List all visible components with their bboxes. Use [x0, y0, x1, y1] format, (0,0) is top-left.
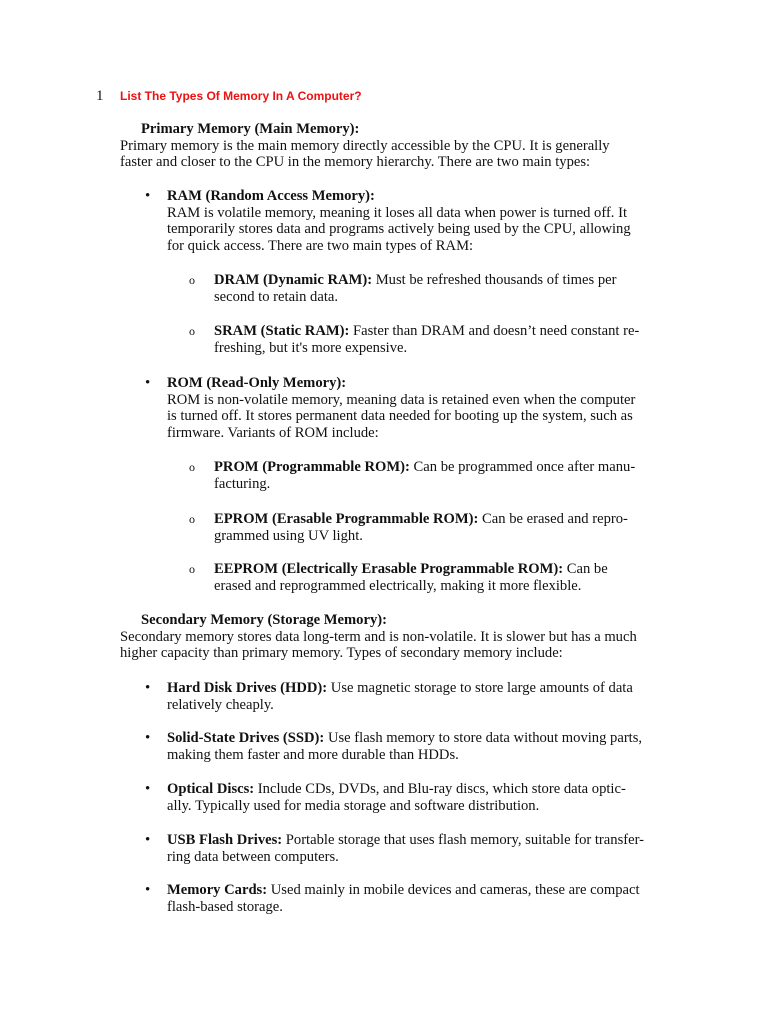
optical-discs-desc-cont: ally. Typically used for media storage and software distribution. — [167, 797, 540, 814]
sram-item — [189, 323, 674, 356]
sub-bullet-marker: o — [189, 324, 195, 338]
ssd-item — [145, 730, 682, 763]
bullet-marker: • — [145, 882, 151, 898]
question-number: 1 — [96, 88, 104, 104]
sub-bullet-marker: o — [189, 273, 195, 287]
memory-cards-item — [145, 882, 682, 915]
secondary-memory-heading: Secondary Memory (Storage Memory): — [141, 612, 387, 628]
secondary-memory-section — [120, 612, 680, 662]
eprom-desc-cont: grammed using UV light. — [214, 527, 363, 544]
dram-desc-cont: second to retain data. — [214, 288, 338, 305]
bullet-marker: • — [145, 375, 151, 391]
prom-desc: Can be programmed once after manu- — [409, 459, 636, 475]
memory-cards-desc-cont: flash-based storage. — [167, 898, 283, 915]
hdd-desc: Use magnetic storage to store large amounts of data — [327, 680, 633, 696]
rom-title: ROM (Read-Only Memory): — [167, 375, 347, 391]
primary-memory-desc-line: Primary memory is the main memory directly accessible by the CPU. It is generally — [120, 137, 610, 154]
eeprom-item — [189, 561, 674, 594]
rom-item — [145, 375, 682, 442]
secondary-memory-desc-line: higher capacity than primary memory. Types of secondary memory include: — [120, 645, 563, 662]
sram-desc-cont: freshing, but it's more expensive. — [214, 339, 408, 356]
dram-desc: Must be refreshed thousands of times per — [372, 272, 617, 288]
primary-memory-desc-line: faster and closer to the CPU in the memory hierarchy. There are two main types: — [120, 154, 591, 171]
bullet-marker: • — [145, 730, 151, 746]
sram-desc: Faster than DRAM and doesn’t need constant re- — [349, 323, 640, 339]
rom-desc-line: is turned off. It stores permanent data needed for booting up the system, such as — [167, 408, 633, 425]
eeprom-term: EEPROM (Electrically Erasable Programmable ROM): — [214, 561, 564, 577]
optical-discs-term: Optical Discs: — [167, 781, 255, 797]
rom-desc-line: ROM is non-volatile memory, meaning data is retained even when the computer — [167, 391, 636, 408]
eprom-desc: Can be erased and repro- — [478, 511, 628, 527]
hdd-term: Hard Disk Drives (HDD): — [167, 680, 328, 696]
ram-item — [145, 188, 682, 255]
usb-flash-item — [145, 832, 682, 865]
bullet-marker: • — [145, 680, 151, 696]
secondary-memory-desc-line: Secondary memory stores data long-term and is non-volatile. It is slower but has a much — [120, 628, 637, 645]
hdd-item — [145, 680, 682, 713]
optical-discs-item — [145, 781, 682, 814]
ram-title: RAM (Random Access Memory): — [167, 188, 375, 204]
memory-cards-term: Memory Cards: — [167, 882, 268, 898]
sub-bullet-marker: o — [189, 512, 195, 526]
memory-cards-desc: Used mainly in mobile devices and cameras, these are compact — [267, 882, 640, 898]
sub-bullet-marker: o — [189, 562, 195, 576]
usb-flash-desc-cont: ring data between computers. — [167, 848, 339, 865]
usb-flash-desc: Portable storage that uses flash memory, suitable for transfer- — [282, 832, 645, 848]
prom-term: PROM (Programmable ROM): — [214, 459, 410, 475]
optical-discs-desc: Include CDs, DVDs, and Blu-ray discs, which store data optic- — [254, 781, 626, 797]
dram-term: DRAM (Dynamic RAM): — [214, 272, 373, 288]
rom-desc-line: firmware. Variants of ROM include: — [167, 425, 379, 442]
ram-desc-line: for quick access. There are two main types of RAM: — [167, 238, 474, 255]
bullet-marker: • — [145, 832, 151, 848]
question-text: List The Types Of Memory In A Computer? — [120, 89, 362, 103]
dram-item — [189, 272, 674, 305]
eprom-term: EPROM (Erasable Programmable ROM): — [214, 511, 479, 527]
sub-bullet-marker: o — [189, 460, 195, 474]
prom-desc-cont: facturing. — [214, 475, 271, 492]
primary-memory-section — [120, 121, 680, 171]
prom-item — [189, 459, 674, 492]
usb-flash-term: USB Flash Drives: — [167, 832, 283, 848]
bullet-marker: • — [145, 188, 151, 204]
sram-term: SRAM (Static RAM): — [214, 323, 350, 339]
ram-desc-line: temporarily stores data and programs actively being used by the CPU, allowing — [167, 221, 631, 238]
hdd-desc-cont: relatively cheaply. — [167, 696, 274, 713]
ssd-term: Solid-State Drives (SSD): — [167, 730, 325, 746]
eprom-item — [189, 511, 674, 544]
bullet-marker: • — [145, 781, 151, 797]
eeprom-desc-cont: erased and reprogrammed electrically, making it more flexible. — [214, 577, 582, 594]
ram-desc-line: RAM is volatile memory, meaning it loses all data when power is turned off. It — [167, 204, 628, 221]
eeprom-desc: Can be — [563, 561, 608, 577]
ssd-desc: Use flash memory to store data without moving parts, — [324, 730, 643, 746]
ssd-desc-cont: making them faster and more durable than HDDs. — [167, 746, 459, 763]
primary-memory-heading: Primary Memory (Main Memory): — [141, 121, 360, 137]
